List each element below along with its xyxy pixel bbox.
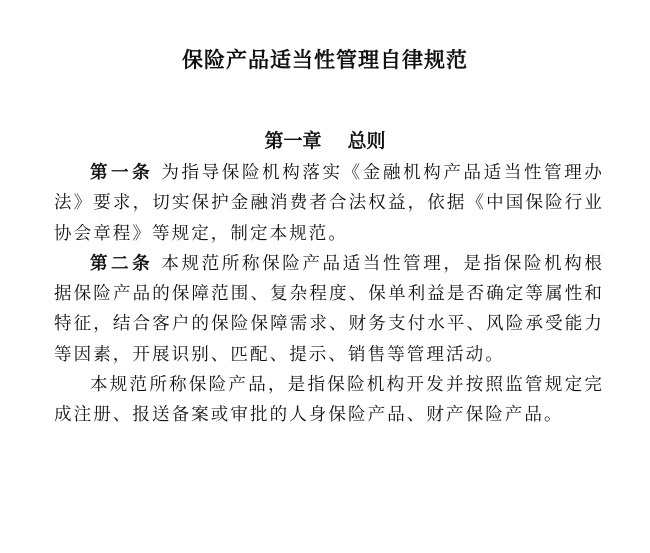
- document-title: 保险产品适当性管理自律规范: [182, 48, 468, 72]
- article-2-sub-paragraph: [54, 370, 604, 431]
- chapter-name: 总则: [347, 130, 386, 152]
- article-2-sub-text: 本规范所称保险产品，是指保险机构开发并按照监管规定完成注册、报送备案或审批的人身保险产品、财产保险产品。: [54, 375, 604, 426]
- article-1-paragraph: [54, 158, 604, 249]
- article-2-text: 本规范所称保险产品适当性管理，是指保险机构根据保险产品的保障范围、复杂程度、保单利益是否确定等属性和特征，结合客户的保险保障需求、财务支付水平、风险承受能力等因素，开展识别、匹配、提示、销售等管理活动。: [54, 253, 605, 365]
- document-body: [54, 158, 604, 431]
- article-2-paragraph: [54, 249, 604, 370]
- article-1-number: 第一条: [90, 163, 154, 183]
- chapter-heading: [0, 126, 650, 153]
- article-1-text: 为指导保险机构落实《金融机构产品适当性管理办法》要求，切实保护金融消费者合法权益，依据《中国保险行业协会章程》等规定，制定本规范。: [54, 163, 605, 244]
- chapter-number: 第一章: [264, 130, 322, 152]
- article-2-number: 第二条: [90, 253, 154, 274]
